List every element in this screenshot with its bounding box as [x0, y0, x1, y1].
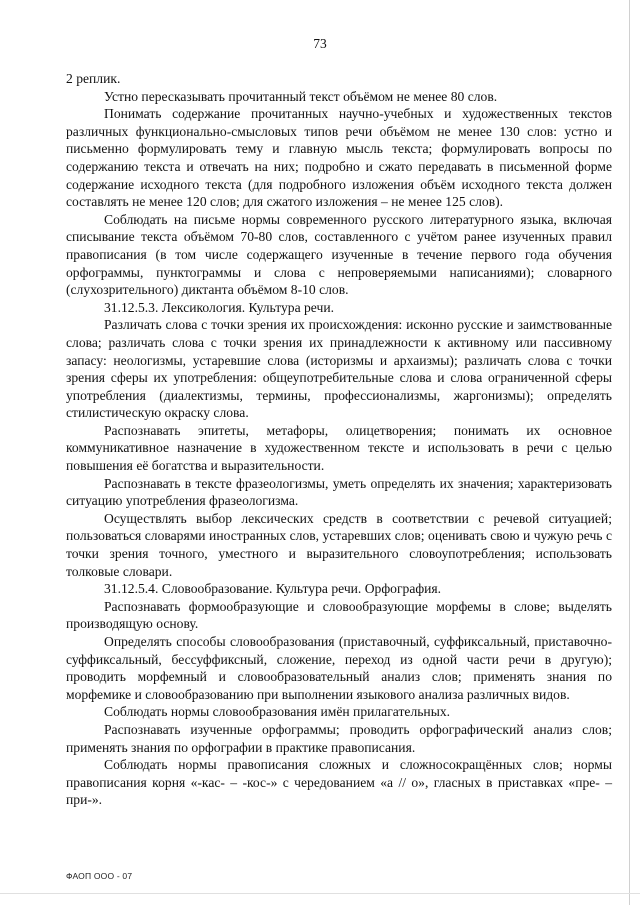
paragraph: Соблюдать на письме нормы современного русского литературного языка, включая списывание текста объёмом 70-80 слов, составленного с учётом ранее изученных правил правописания (в том числе содержащего изученные в течение первого года обучения орфограммы, пунктограммы и слова с непроверяемыми написаниями); словарного (слухозрительного) диктанта объёмом 8-10 слов. — [66, 211, 612, 298]
section-heading: 31.12.5.4. Словообразование. Культура речи. Орфография. — [104, 581, 442, 597]
paragraph: Соблюдать нормы правописания сложных и сложносокращённых слов; нормы правописания корня «-кас- – -кос-» с чередованием «а // о», гласных в приставках «пре- – при-». — [66, 757, 612, 808]
page-bottom-edge — [0, 893, 640, 894]
page-number: 73 — [313, 36, 327, 51]
page-body — [66, 70, 612, 809]
paragraph: Определять способы словообразования (приставочный, суффиксальный, приставочно-суффиксальный, бессуффиксный, сложение, переход из одной части речи в другую); проводить морфемный и словообразовательный анализ слов; применять знания по морфемике и словообразованию при выполнении языкового анализа различных видов. — [66, 634, 612, 702]
paragraph-continuation: 2 реплик. — [66, 71, 121, 86]
paragraph: Различать слова с точки зрения их происхождения: исконно русские и заимствованные слова; различать слова с точки зрения их принадлежности к активному или пассивному запасу: неологизмы, устаревшие слова (историзмы и архаизмы); различать слова с точки зрения сферы их употребления: общеупотребительные слова и слова ограниченной сферы употребления (диалектизмы, термины, профессионализмы, жаргонизмы); определять стилистическую окраску слова. — [66, 317, 612, 421]
paragraph: Распознавать изученные орфограммы; проводить орфографический анализ слов; применять знания по орфографии в практике правописания. — [66, 721, 612, 755]
paragraph: Понимать содержание прочитанных научно-учебных и художественных текстов различных функционально-смысловых типов речи объёмом не менее 130 слов: устно и письменно формулировать тему и главную мысль текста; формулировать вопросы по содержанию текста и отвечать на них; подробно и сжато передавать в письменной форме содержание исходного текста (для подробного изложения объём исходного текста должен составлять не менее 120 слов; для сжатого изложения – не менее 125 слов). — [66, 106, 612, 210]
section-heading: 31.12.5.3. Лексикология. Культура речи. — [104, 299, 335, 315]
paragraph: Соблюдать нормы словообразования имён прилагательных. — [104, 704, 451, 720]
document-footer: ФАОП ООО - 07 — [66, 871, 133, 881]
paragraph: Распознавать эпитеты, метафоры, олицетворения; понимать их основное коммуникативное назначение в художественном тексте и использовать в речи с целью повышения её богатства и выразительности. — [66, 422, 612, 474]
paragraph: Распознавать в тексте фразеологизмы, уметь определять их значения; характеризовать ситуацию употребления фразеологизма. — [66, 475, 612, 509]
paragraph: Распознавать формообразующие и словообразующие морфемы в слове; выделять производящую основу. — [66, 598, 612, 632]
page-edge-line — [629, 0, 630, 905]
paragraph: Осуществлять выбор лексических средств в соответствии с речевой ситуацией; пользоваться словарями иностранных слов, устаревших слов; оценивать свою и чужую речь с точки зрения точного, уместного и выразительного словоупотребления; использовать толковые словари. — [66, 510, 612, 579]
paragraph: Устно пересказывать прочитанный текст объёмом не менее 80 слов. — [104, 88, 498, 104]
